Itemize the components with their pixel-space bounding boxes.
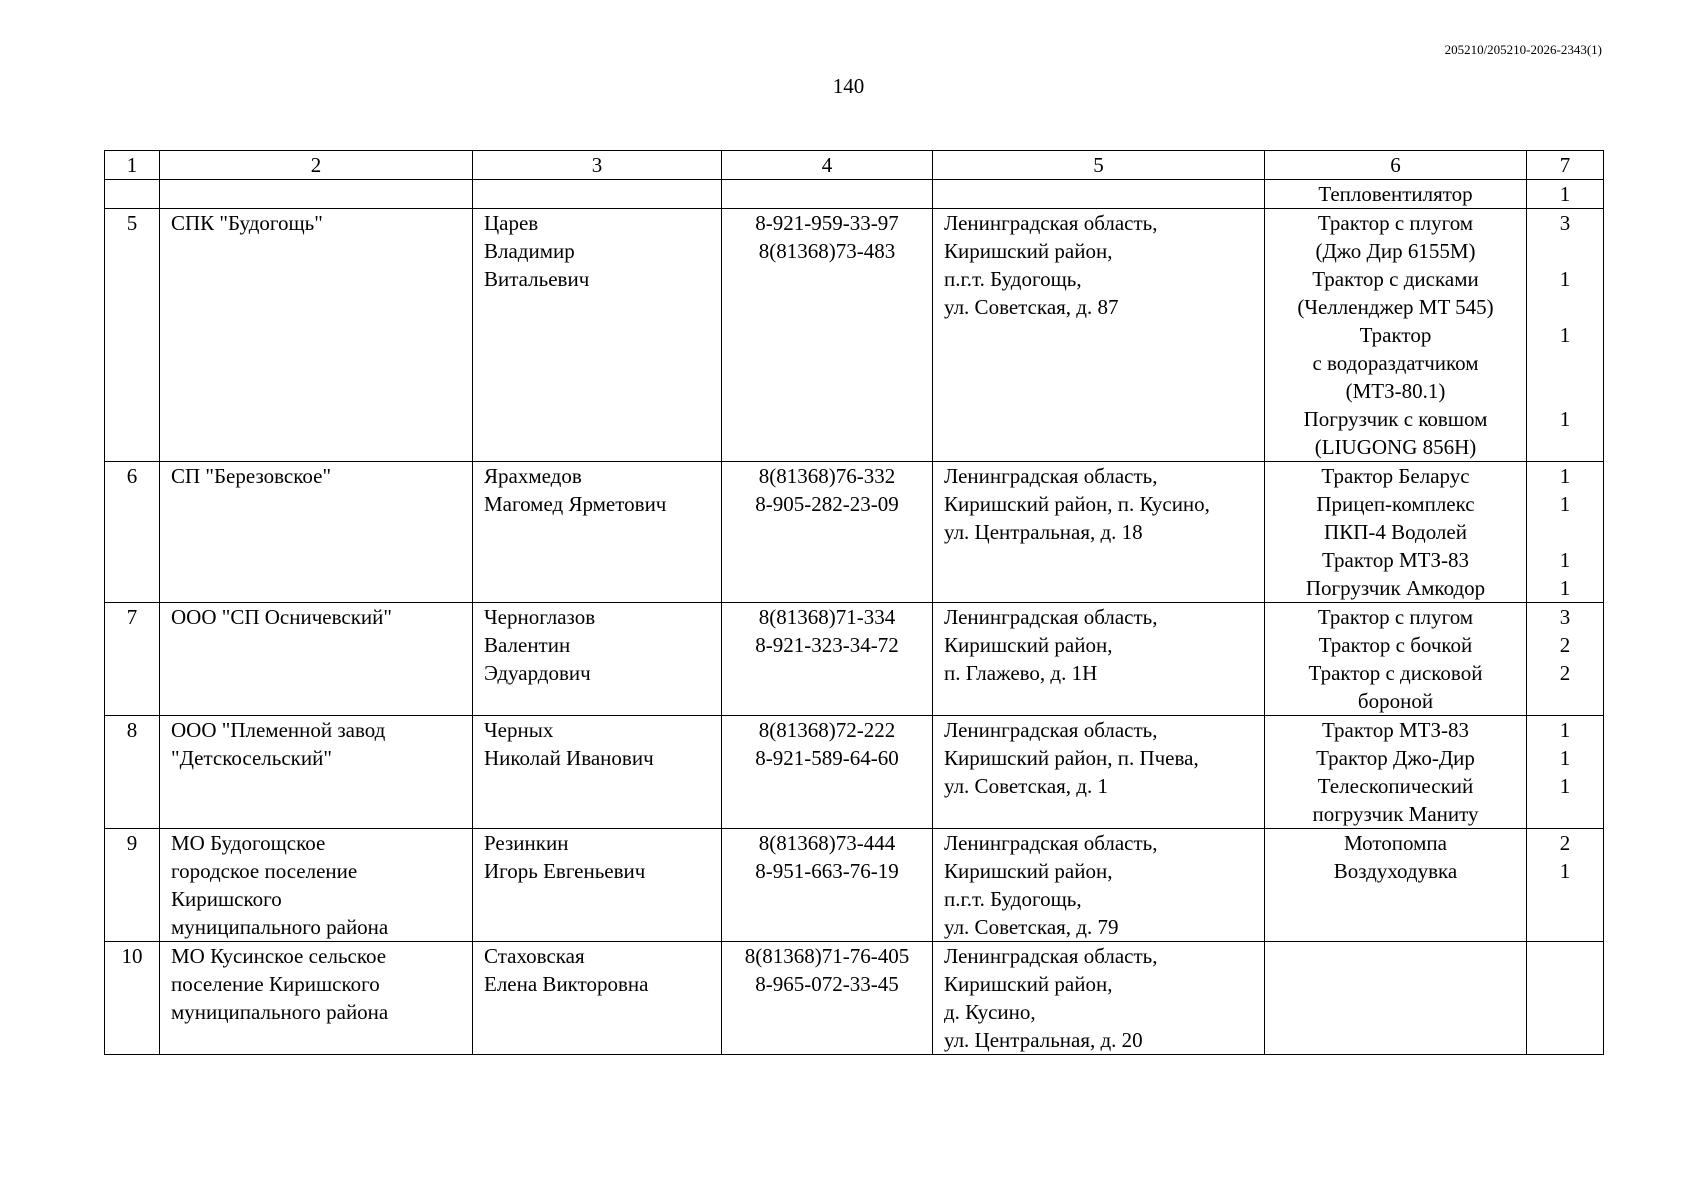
equipment-list: Трактор с плугом (Джо Дир 6155M) Трактор с дисками (Челленджер MT 545) Трактор с водораздатчиком (МТЗ-80.1) Погрузчик с ковшом (LIUGONG 856H) [1265, 209, 1527, 462]
equipment-quantity: 3 2 2 [1527, 603, 1604, 716]
row-number: 6 [105, 462, 160, 603]
equipment-list: Трактор Беларус Прицеп-комплекс ПКП-4 Водолей Трактор МТЗ-83 Погрузчик Амкодор [1265, 462, 1527, 603]
equipment-quantity: 2 1 [1527, 829, 1604, 942]
phone-numbers: 8-921-959-33-97 8(81368)73-483 [722, 209, 933, 462]
equipment-quantity: 1 1 1 [1527, 716, 1604, 829]
organization-name: МО Будогощское городское поселение Киришского муниципального района [160, 829, 473, 942]
header-cell: 3 [473, 151, 722, 180]
contact-person: Ярахмедов Магомед Ярметович [473, 462, 722, 603]
table-row [105, 462, 1604, 603]
table-row [105, 180, 1604, 209]
table-row [105, 603, 1604, 716]
row-number: 5 [105, 209, 160, 462]
organization-name: СПК "Будогощь" [160, 209, 473, 462]
equipment-list: Тепловентилятор [1265, 180, 1527, 209]
address: Ленинградская область, Киришский район, д. Кусино, ул. Центральная, д. 20 [933, 942, 1265, 1055]
organization-name: МО Кусинское сельское поселение Киришского муниципального района [160, 942, 473, 1055]
organization-name: СП "Березовское" [160, 462, 473, 603]
equipment-list: Трактор МТЗ-83 Трактор Джо-Дир Телескопический погрузчик Маниту [1265, 716, 1527, 829]
row-number [105, 180, 160, 209]
header-cell: 1 [105, 151, 160, 180]
row-number: 10 [105, 942, 160, 1055]
table-row [105, 942, 1604, 1055]
equipment-quantity: 1 [1527, 180, 1604, 209]
phone-numbers [722, 180, 933, 209]
contact-person [473, 180, 722, 209]
contact-person: Стаховская Елена Викторовна [473, 942, 722, 1055]
organization-name [160, 180, 473, 209]
header-cell: 7 [1527, 151, 1604, 180]
header-cell: 2 [160, 151, 473, 180]
table-header-row [105, 151, 1604, 180]
address: Ленинградская область, Киришский район, п. Пчева, ул. Советская, д. 1 [933, 716, 1265, 829]
document-id: 205210/205210-2026-2343(1) [1444, 42, 1602, 57]
table-row [105, 829, 1604, 942]
row-number: 7 [105, 603, 160, 716]
equipment-list [1265, 942, 1527, 1055]
address [933, 180, 1265, 209]
equipment-table [104, 150, 1604, 1055]
page-number: 140 [832, 74, 865, 98]
address: Ленинградская область, Киришский район, п. Кусино, ул. Центральная, д. 18 [933, 462, 1265, 603]
equipment-quantity: 1 1 1 1 [1527, 462, 1604, 603]
contact-person: Черноглазов Валентин Эдуардович [473, 603, 722, 716]
row-number: 9 [105, 829, 160, 942]
header-cell: 6 [1265, 151, 1527, 180]
phone-numbers: 8(81368)72-222 8-921-589-64-60 [722, 716, 933, 829]
address: Ленинградская область, Киришский район, п.г.т. Будогощь, ул. Советская, д. 87 [933, 209, 1265, 462]
equipment-list: Трактор с плугом Трактор с бочкой Трактор с дисковой бороной [1265, 603, 1527, 716]
table-row [105, 209, 1604, 462]
phone-numbers: 8(81368)71-76-405 8-965-072-33-45 [722, 942, 933, 1055]
header-cell: 4 [722, 151, 933, 180]
equipment-quantity: 3 1 1 1 [1527, 209, 1604, 462]
header-cell: 5 [933, 151, 1265, 180]
contact-person: Царев Владимир Витальевич [473, 209, 722, 462]
phone-numbers: 8(81368)76-332 8-905-282-23-09 [722, 462, 933, 603]
address: Ленинградская область, Киришский район, п. Глажево, д. 1Н [933, 603, 1265, 716]
organization-name: ООО "СП Осничевский" [160, 603, 473, 716]
row-number: 8 [105, 716, 160, 829]
phone-numbers: 8(81368)71-334 8-921-323-34-72 [722, 603, 933, 716]
equipment-quantity [1527, 942, 1604, 1055]
organization-name: ООО "Племенной завод "Детскосельский" [160, 716, 473, 829]
phone-numbers: 8(81368)73-444 8-951-663-76-19 [722, 829, 933, 942]
equipment-list: Мотопомпа Воздуходувка [1265, 829, 1527, 942]
address: Ленинградская область, Киришский район, п.г.т. Будогощь, ул. Советская, д. 79 [933, 829, 1265, 942]
contact-person: Черных Николай Иванович [473, 716, 722, 829]
table-row [105, 716, 1604, 829]
contact-person: Резинкин Игорь Евгеньевич [473, 829, 722, 942]
